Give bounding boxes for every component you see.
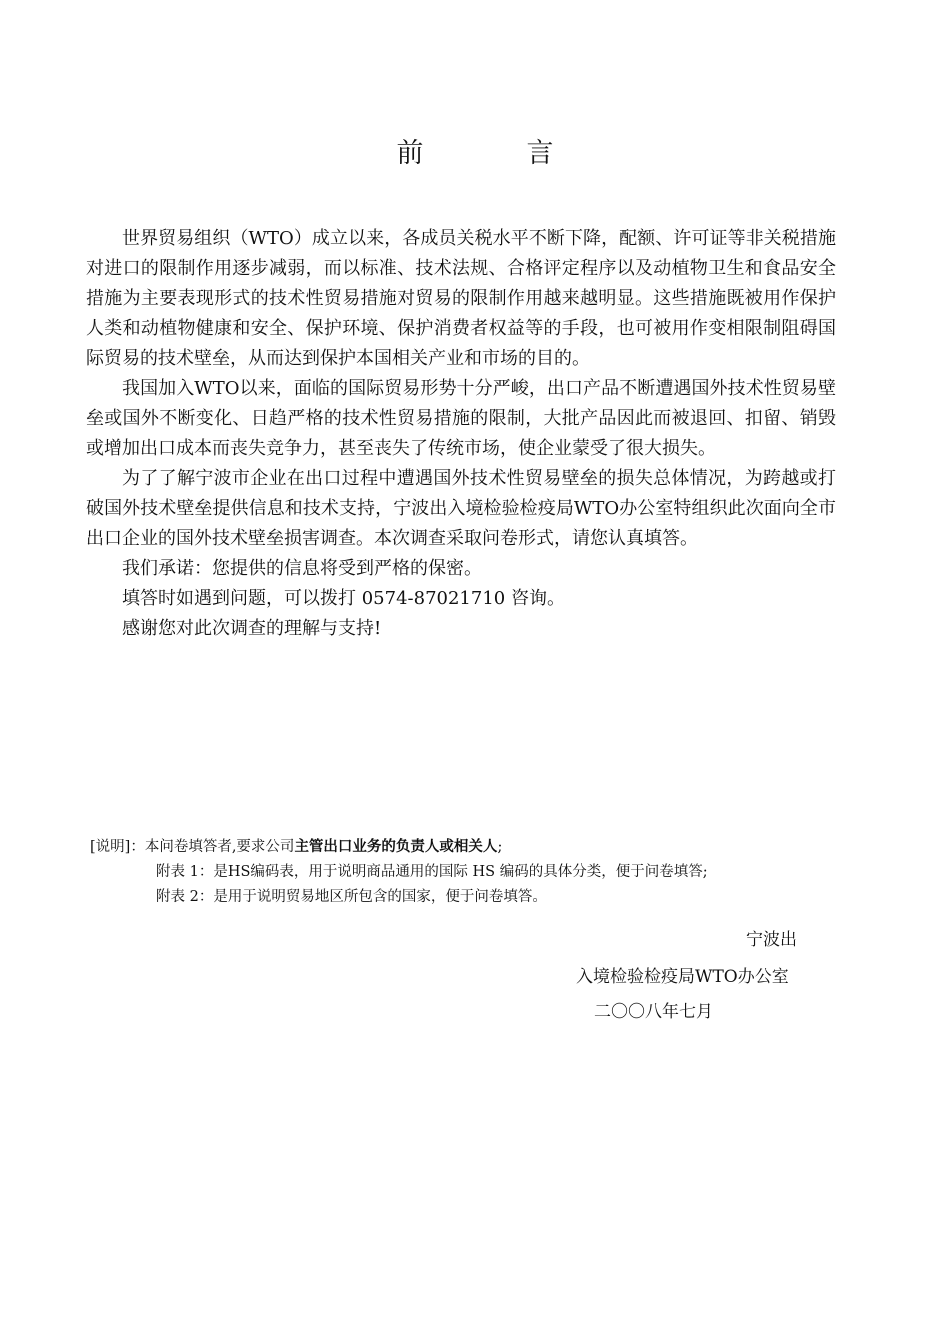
note-appendix-1: 附表 1：是HS编码表，用于说明商品通用的国际 HS 编码的具体分类，便于问卷填答;: [156, 864, 708, 880]
note-respondent-emphasis: 主管出口业务的负责人或相关人: [294, 838, 498, 855]
note-appendix-2: 附表 2：是用于说明贸易地区所包含的国家，便于问卷填答。: [156, 889, 547, 905]
paragraph-china-situation: 我国加入WTO以来，面临的国际贸易形势十分严峻，出口产品不断遭遇国外技术性贸易壁垒或国外不断变化、日趋严格的技术性贸易措施的限制，大批产品因此而被退回、扣留、销毁或增加出口成本而丧失竞争力，甚至丧失了传统市场，使企业蒙受了很大损失。: [86, 378, 836, 459]
note-suffix: ;: [497, 839, 503, 855]
page-title: 前 言: [396, 138, 592, 169]
preface-body: [86, 224, 836, 644]
paragraph-confidentiality: 我们承诺：您提供的信息将受到严格的保密。: [122, 558, 482, 579]
signature-org-line-1: 宁波出: [746, 930, 797, 950]
paragraph-survey-purpose: 为了了解宁波市企业在出口过程中遭遇国外技术性贸易壁垒的损失总体情况，为跨越或打破国外技术壁垒提供信息和技术支持，宁波出入境检验检疫局WTO办公室特组织此次面向全市出口企业的国外技术壁垒损害调查。本次调查采取问卷形式，请您认真填答。: [86, 468, 836, 549]
signature-org-line-2: 入境检验检疫局WTO办公室: [576, 967, 789, 987]
paragraph-contact-phone: 填答时如遇到问题，可以拨打 0574-87021710 咨询。: [122, 588, 565, 609]
note-prefix: [说明]：本问卷填答者,要求公司: [90, 839, 295, 855]
note-respondent-line: [90, 834, 850, 860]
paragraph-thanks: 感谢您对此次调查的理解与支持!: [122, 618, 382, 639]
paragraph-wto-background: 世界贸易组织（WTO）成立以来，各成员关税水平不断下降，配额、许可证等非关税措施对进口的限制作用逐步减弱，而以标准、技术法规、合格评定程序以及动植物卫生和食品安全措施为主要表现形式的技术性贸易措施对贸易的限制作用越来越明显。这些措施既被用作保护人类和动植物健康和安全、保护环境、保护消费者权益等的手段，也可被用作变相限制阻碍国际贸易的技术壁垒，从而达到保护本国相关产业和市场的目的。: [86, 228, 836, 369]
instructions-note: [90, 834, 850, 910]
signature-date: 二〇〇八年七月: [594, 1002, 713, 1022]
